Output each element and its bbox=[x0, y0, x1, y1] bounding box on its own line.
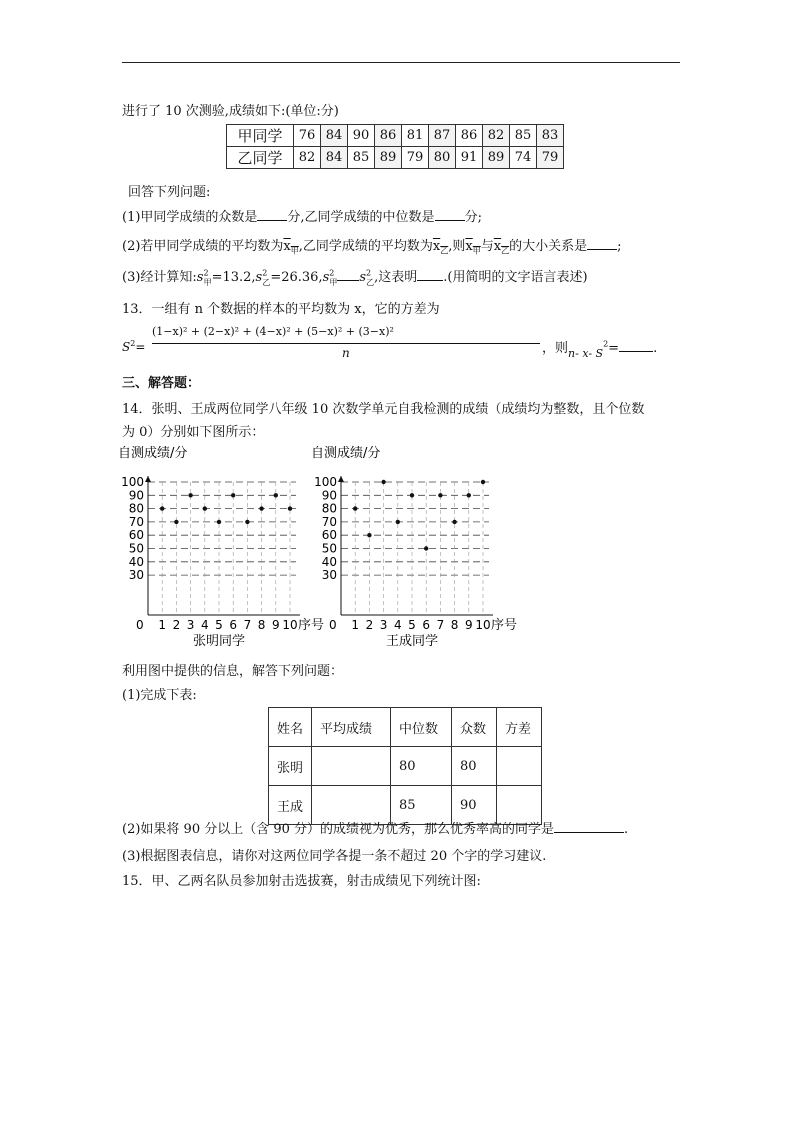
q12-part3-text: =26.36, bbox=[270, 270, 323, 285]
formula-equals: = bbox=[135, 340, 146, 354]
score-cell: 86 bbox=[456, 125, 483, 147]
zhangming-chart bbox=[118, 445, 324, 649]
score-cell: 91 bbox=[456, 147, 483, 169]
score-cell: 85 bbox=[510, 125, 537, 147]
y-tick-label: 100 bbox=[314, 475, 337, 489]
y-axis-arrow bbox=[145, 476, 151, 482]
variance-subscript: 甲 bbox=[203, 277, 212, 287]
x-tick-label: 0 bbox=[329, 618, 337, 632]
xbar-letter: x bbox=[283, 239, 291, 254]
q12-part2-text: ; bbox=[617, 239, 622, 254]
table-row bbox=[269, 747, 542, 786]
data-point bbox=[188, 493, 192, 497]
intro-text: 进行了 10 次测验,成绩如下:(单位:分) bbox=[122, 104, 339, 119]
score-cell: 81 bbox=[402, 125, 429, 147]
answer-blank bbox=[619, 339, 653, 352]
fraction-bar bbox=[152, 343, 540, 344]
answer-blank bbox=[435, 208, 465, 221]
y-axis-label: 自测成绩/分 bbox=[118, 446, 188, 461]
score-cell: 82 bbox=[294, 147, 321, 169]
x-tick-label: 3 bbox=[186, 618, 195, 632]
row-header: 甲同学 bbox=[227, 125, 294, 147]
y-tick-label: 80 bbox=[321, 501, 337, 516]
variance-symbol bbox=[256, 270, 271, 285]
table-cell: 80 bbox=[391, 747, 452, 786]
data-point bbox=[274, 493, 278, 497]
answer-blank bbox=[554, 820, 624, 833]
formula-denominator: n bbox=[342, 346, 350, 360]
column-header: 姓名 bbox=[269, 708, 312, 747]
column-header: 中位数 bbox=[391, 708, 452, 747]
q12-part3 bbox=[122, 266, 588, 288]
x-tick-label: 9 bbox=[464, 618, 473, 632]
formula-exponent: 2 bbox=[603, 339, 609, 349]
y-tick-label: 100 bbox=[121, 475, 144, 489]
data-point bbox=[217, 520, 221, 524]
y-tick-label: 40 bbox=[128, 554, 144, 569]
q12-part2-text: (2)若甲同学成绩的平均数为 bbox=[122, 239, 284, 254]
x-tick-label: 1 bbox=[158, 618, 167, 632]
column-header: 众数 bbox=[452, 708, 497, 747]
q14-part1: (1)完成下表: bbox=[122, 688, 197, 703]
x-tick-label: 6 bbox=[422, 618, 431, 632]
q12-part2 bbox=[122, 235, 622, 257]
data-point bbox=[288, 506, 292, 510]
q12-part3-text: .(用简明的文字语言表述) bbox=[443, 270, 588, 285]
q14-line2: 为 0）分别如下图所示： bbox=[122, 425, 265, 440]
q12-part2-text: ,乙同学成绩的平均数为 bbox=[298, 239, 433, 254]
data-point bbox=[353, 506, 357, 510]
summary-table bbox=[268, 707, 542, 825]
y-tick-label: 40 bbox=[321, 554, 337, 569]
q12-part1 bbox=[122, 206, 482, 225]
y-tick-label: 50 bbox=[128, 541, 144, 556]
formula-tail-text: = bbox=[608, 341, 620, 356]
y-tick-label: 50 bbox=[321, 541, 337, 556]
variance-subscript: 乙 bbox=[262, 277, 271, 287]
variance-subscript: 甲 bbox=[329, 277, 338, 287]
variance-exponent: 2 bbox=[366, 268, 372, 278]
x-tick-label: 10 bbox=[475, 618, 491, 632]
q12-part2-text: 的大小关系是 bbox=[509, 239, 588, 254]
score-cell: 84 bbox=[321, 125, 348, 147]
table-header-row bbox=[269, 708, 542, 747]
variance-symbol bbox=[323, 270, 338, 285]
score-cell: 74 bbox=[510, 147, 537, 169]
table-row bbox=[227, 147, 564, 169]
y-axis-arrow bbox=[338, 476, 344, 482]
chart-caption: 王成同学 bbox=[385, 634, 439, 649]
variance-exponent: 2 bbox=[329, 268, 335, 278]
section-heading: 三、解答题： bbox=[122, 376, 201, 391]
data-point bbox=[424, 546, 428, 550]
y-tick-label: 30 bbox=[321, 568, 337, 583]
x-tick-label: 0 bbox=[136, 618, 144, 632]
score-cell: 85 bbox=[348, 147, 375, 169]
table-cell: 王成 bbox=[269, 786, 312, 825]
y-tick-label: 80 bbox=[128, 501, 144, 516]
x-tick-label: 4 bbox=[393, 618, 402, 632]
table-cell: 张明 bbox=[269, 747, 312, 786]
x-axis-label: 序号 bbox=[491, 618, 518, 633]
score-cell: 76 bbox=[294, 125, 321, 147]
xbar-letter: x bbox=[432, 239, 441, 254]
q14-charts bbox=[112, 440, 532, 660]
x-tick-label: 7 bbox=[436, 618, 445, 632]
formula-symbol: S bbox=[122, 340, 131, 354]
q12-part3-text: ,这表明 bbox=[374, 270, 418, 285]
formula-tail-text: . bbox=[653, 341, 658, 356]
q12-part2-text: ,则 bbox=[448, 239, 466, 254]
xbar-subscript: 甲 bbox=[472, 246, 481, 256]
data-point bbox=[396, 520, 400, 524]
score-cell: 86 bbox=[375, 125, 402, 147]
formula-numerator: (1−x)² + (2−x)² + (4−x)² + (5−x)² + (3−x)² bbox=[152, 325, 394, 338]
xbar-letter: x bbox=[465, 239, 473, 254]
y-tick-label: 90 bbox=[128, 488, 144, 503]
variance-letter: s bbox=[196, 270, 204, 285]
chart-caption: 张明同学 bbox=[192, 634, 246, 649]
data-point bbox=[410, 493, 414, 497]
data-point bbox=[231, 493, 235, 497]
data-point bbox=[452, 520, 456, 524]
table-cell bbox=[312, 747, 391, 786]
xbar-subscript: 乙 bbox=[440, 246, 449, 256]
score-cell: 79 bbox=[402, 147, 429, 169]
answer-blank bbox=[257, 208, 287, 221]
formula-tail bbox=[542, 337, 658, 360]
variance-letter: s bbox=[255, 270, 263, 285]
data-point bbox=[381, 480, 385, 484]
y-tick-label: 30 bbox=[128, 568, 144, 583]
xbar-subscript: 乙 bbox=[501, 246, 510, 256]
score-cell: 79 bbox=[537, 147, 564, 169]
xbar-yi bbox=[433, 239, 448, 254]
formula-tail-text: ，则 bbox=[542, 341, 569, 356]
formula-tail-expression: n- x- S bbox=[568, 347, 604, 360]
x-tick-label: 9 bbox=[271, 618, 280, 632]
data-point bbox=[174, 520, 178, 524]
xbar-yi bbox=[494, 239, 509, 254]
answer-blank bbox=[337, 268, 359, 281]
formula-exponent: 2 bbox=[130, 339, 136, 348]
x-tick-label: 6 bbox=[229, 618, 238, 632]
x-tick-label: 10 bbox=[282, 618, 298, 632]
x-tick-label: 8 bbox=[257, 618, 266, 632]
data-point bbox=[160, 506, 164, 510]
x-tick-label: 5 bbox=[215, 618, 223, 632]
data-point bbox=[259, 506, 263, 510]
q12-part1-text: 分; bbox=[464, 210, 482, 225]
row-header: 乙同学 bbox=[227, 147, 294, 169]
x-tick-label: 3 bbox=[379, 618, 388, 632]
x-axis-label: 序号 bbox=[298, 618, 325, 633]
x-tick-label: 2 bbox=[172, 618, 181, 632]
q12-part1-text: 分,乙同学成绩的中位数是 bbox=[287, 210, 435, 225]
q12-part3-text: (3)经计算知: bbox=[122, 270, 197, 285]
score-cell: 89 bbox=[483, 147, 510, 169]
score-cell: 83 bbox=[537, 125, 564, 147]
variance-letter: s bbox=[359, 270, 366, 285]
data-point bbox=[203, 506, 207, 510]
table-cell: 85 bbox=[391, 786, 452, 825]
y-axis-label: 自测成绩/分 bbox=[311, 446, 381, 461]
y-tick-label: 60 bbox=[128, 528, 144, 543]
score-cell: 82 bbox=[483, 125, 510, 147]
q14-line1: 14．张明、王成两位同学八年级 10 次数学单元自我检测的成绩（成绩均为整数，且个位数 bbox=[122, 402, 645, 417]
data-point bbox=[367, 533, 371, 537]
header-rule bbox=[122, 62, 680, 63]
xbar-jia bbox=[465, 239, 480, 254]
answer-blank bbox=[587, 237, 617, 250]
x-tick-label: 2 bbox=[365, 618, 374, 632]
data-point bbox=[481, 480, 485, 484]
data-point bbox=[438, 493, 442, 497]
table-row bbox=[227, 125, 564, 147]
answer-blank bbox=[417, 268, 443, 281]
data-point bbox=[245, 520, 249, 524]
data-point bbox=[467, 493, 471, 497]
q15-text: 15．甲、乙两名队员参加射击选拔赛，射击成绩见下列统计图: bbox=[122, 874, 481, 889]
table-cell: 90 bbox=[452, 786, 497, 825]
table-cell bbox=[497, 747, 542, 786]
q14-part2-text: (2)如果将 90 分以上（含 90 分）的成绩视为优秀，那么优秀率高的同学是 bbox=[122, 822, 555, 837]
y-tick-label: 70 bbox=[321, 514, 337, 529]
x-tick-label: 5 bbox=[408, 618, 416, 632]
xbar-jia bbox=[283, 239, 298, 254]
q12-part2-text: 与 bbox=[480, 239, 494, 254]
q13-text: 13．一组有 n 个数据的样本的平均数为 x，它的方差为 bbox=[122, 302, 440, 317]
score-cell: 89 bbox=[375, 147, 402, 169]
q14-part2-text: . bbox=[624, 822, 629, 837]
y-tick-label: 70 bbox=[128, 514, 144, 529]
column-header: 方差 bbox=[497, 708, 542, 747]
q14-part3: (3)根据图表信息，请你对这两位同学各提一条不超过 20 个字的学习建议. bbox=[122, 849, 547, 864]
variance-letter: s bbox=[322, 270, 330, 285]
x-tick-label: 7 bbox=[243, 618, 252, 632]
variance-subscript: 乙 bbox=[366, 277, 375, 287]
q12-prompt: 回答下列问题: bbox=[128, 185, 211, 200]
xbar-letter: x bbox=[493, 239, 502, 254]
xbar-subscript: 甲 bbox=[290, 246, 299, 256]
x-tick-label: 8 bbox=[450, 618, 459, 632]
table-cell: 80 bbox=[452, 747, 497, 786]
q12-part1-text: (1)甲同学成绩的众数是 bbox=[122, 210, 258, 225]
score-table bbox=[226, 124, 564, 169]
q12-part3-text: =13.2, bbox=[211, 270, 256, 285]
variance-exponent: 2 bbox=[203, 268, 209, 278]
formula-lhs bbox=[122, 339, 145, 354]
q14-after-chart: 利用图中提供的信息，解答下列问题： bbox=[122, 664, 344, 679]
x-tick-label: 4 bbox=[200, 618, 209, 632]
score-cell: 84 bbox=[321, 147, 348, 169]
variance-symbol bbox=[197, 270, 212, 285]
y-tick-label: 90 bbox=[321, 488, 337, 503]
column-header: 平均成绩 bbox=[312, 708, 391, 747]
score-cell: 90 bbox=[348, 125, 375, 147]
score-cell: 80 bbox=[429, 147, 456, 169]
q14-part2 bbox=[122, 818, 628, 837]
variance-exponent: 2 bbox=[262, 268, 268, 278]
variance-symbol bbox=[359, 270, 374, 285]
x-tick-label: 1 bbox=[351, 618, 360, 632]
y-tick-label: 60 bbox=[321, 528, 337, 543]
score-cell: 87 bbox=[429, 125, 456, 147]
wangcheng-chart bbox=[311, 445, 517, 649]
